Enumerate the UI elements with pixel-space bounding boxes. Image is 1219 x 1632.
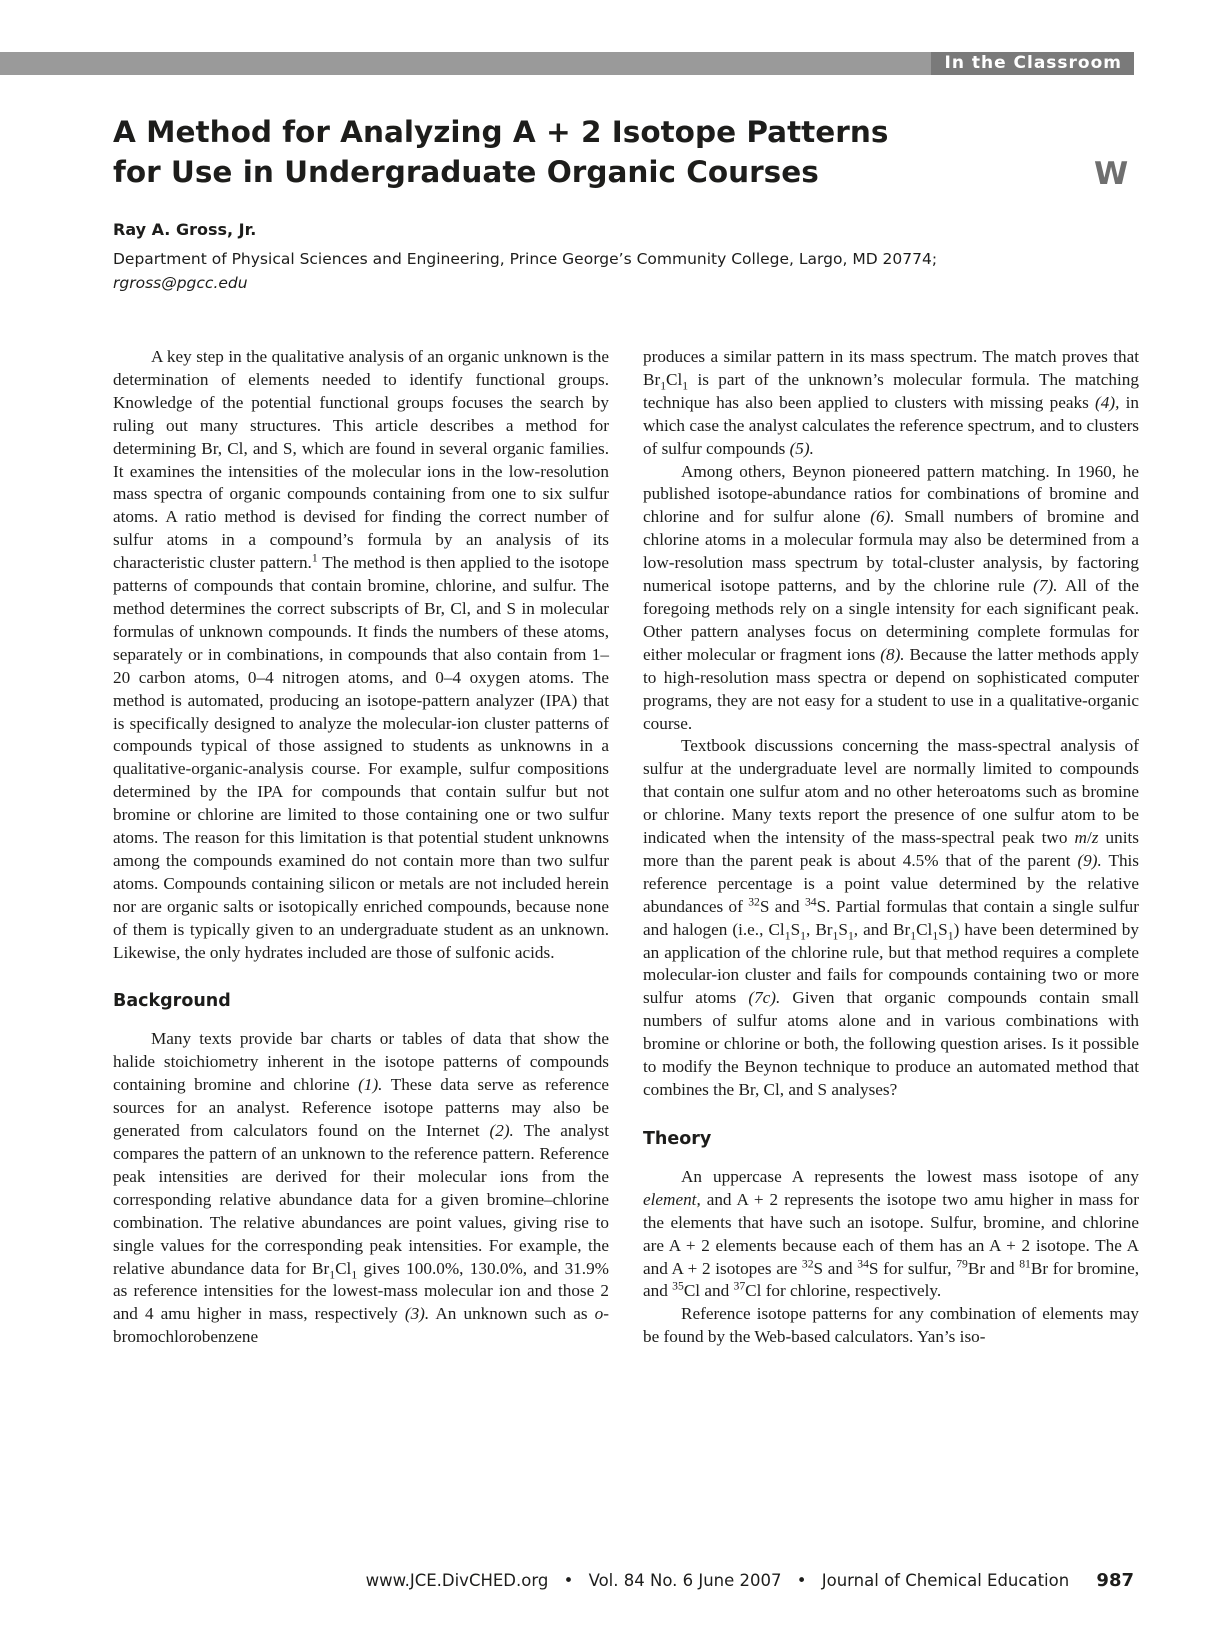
- article-title: [113, 112, 1013, 192]
- footer-issue: Vol. 84 No. 6 June 2007: [588, 1571, 782, 1590]
- footer-website: www.JCE.DivCHED.org: [365, 1571, 549, 1590]
- heading-theory: Theory: [643, 1128, 712, 1149]
- affiliation-text: Department of Physical Sciences and Engineering, Prince George’s Community College, Largo, MD 20774;: [113, 250, 938, 268]
- paragraph-intro: A key step in the qualitative analysis of an organic unknown is the determination of elements needed to identify functional groups. Knowledge of the potential functional groups focuses the search by ruling out many structures. This article describes a method for determining Br, Cl, and S, which are found in several organic families. It examines the intensities of the molecular ions in the low-resolution mass spectra of organic compounds containing from one to six sulfur atoms. A ratio method is devised for finding the correct number of sulfur atoms in a compound’s formula by an analysis of its characteristic cluster pattern.$^1$ The method is then applied to the isotope patterns of compounds that contain bromine, chlorine, and sulfur. The method determines the correct subscripts of Br, Cl, and S in molecular formulas of unknown compounds. It finds the numbers of these atoms, separately or in combinations, in compounds that also contain from 1–20 carbon atoms, 0–4 nitrogen atoms, and 0–4 oxygen atoms. The method is automated, producing an isotope-pattern analyzer (IPA) that is specifically designed to analyze the molecular-ion cluster patterns of compounds typical of those assigned to students as unknowns in a qualitative-organic-analysis course. For example, sulfur compositions determined by the IPA for compounds that contain sulfur but not bromine or chlorine are limited to those containing one or two sulfur atoms. The reason for this limitation is that potential student unknowns among the compounds examined do not contain more than two sulfur atoms. Compounds containing silicon or metals are not included herein nor are organic salts or isotopically enriched compounds, because none of them is typically given to an undergraduate student as an unknown. Likewise, the only hydrates included are those of sulfonic acids.: [113, 347, 610, 962]
- footnote-marker: 1: [311, 551, 318, 565]
- section-tag: In the Classroom: [931, 52, 1135, 75]
- title-line-1: A Method for Analyzing A + 2 Isotope Patterns: [113, 115, 889, 149]
- paragraph-theory: An uppercase A represents the lowest mass isotope of any element, and A + 2 represents the isotope two amu higher in mass for the elements that have such an isotope. Sulfur, bromine, and chlorine are A + 2 elements because each of them has an A + 2 isotope. The A and A + 2 isotopes are $^{32}$S and $^{34}$S for sulfur, $^{79}$Br and $^{81}$Br for bromine, and $^{35}$Cl and $^{37}$Cl for chlorine, respectively.: [643, 1166, 1139, 1301]
- paragraph-reference-patterns: Reference isotope patterns for any combination of elements may be found by the Web-based calculators. Yan’s iso-: [643, 1304, 1139, 1347]
- web-material-icon: W: [1094, 156, 1129, 192]
- footer-journal: Journal of Chemical Education: [821, 1571, 1070, 1590]
- page-number: 987: [1096, 1570, 1134, 1591]
- page-footer: [0, 1570, 1134, 1591]
- heading-background: Background: [113, 991, 231, 1012]
- title-line-2: for Use in Undergraduate Organic Courses: [113, 155, 819, 189]
- paragraph-background-cont: produces a similar pattern in its mass spectrum. The match proves that $Br_1Cl_1$ is part of the unknown’s molecular formula. The matching technique has also been applied to clusters with missing peaks (4), in which case the analyst calculates the reference spectrum, and to clusters of sulfur compounds (5).: [643, 347, 1139, 458]
- author-name: Ray A. Gross, Jr.: [113, 220, 257, 239]
- footer-bullet: •: [563, 1571, 574, 1590]
- author-affiliation: [113, 247, 1073, 295]
- paragraph-background: Many texts provide bar charts or tables of data that show the halide stoichiometry inherent in the isotope patterns of compounds containing bromine and chlorine (1). These data serve as reference sources for an analyst. Reference isotope patterns may also be generated from calculators found on the Internet (2). The analyst compares the pattern of an unknown to the reference pattern. Reference peak intensities are derived for their molecular ions from the corresponding relative abundance data for a given bromine–chlorine combination. The relative abundances are point values, giving rise to single values for the corresponding peak intensities. For example, the relative abundance data for $Br_1Cl_1$ gives 100.0%, 130.0%, and 31.9% as reference intensities for the lowest-mass molecular ion and those 2 and 4 amu higher in mass, respectively (3). An unknown such as o-bromochlorobenzene: [113, 1029, 610, 1347]
- column-left: [113, 346, 609, 1349]
- column-right: [643, 346, 1139, 1349]
- paragraph-textbook: Textbook discussions concerning the mass-spectral analysis of sulfur at the undergraduate level are normally limited to compounds that contain one sulfur atom and no other heteroatoms such as bromine or chlorine. Many texts report the presence of one sulfur atom to be indicated when the intensity of the mass-spectral peak two m/z units more than the parent peak is about 4.5% that of the parent (9). This reference percentage is a point value determined by the relative abundances of $^{32}$S and $^{34}$S. Partial formulas that contain a single sulfur and halogen (i.e., $Cl_1S_1$, $Br_1S_1$, and $Br_1Cl_1S_1$) have been determined by an application of the chlorine rule, but that method requires a complete molecular-ion cluster and fails for compounds containing two or more sulfur atoms (7c). Given that organic compounds contain small numbers of sulfur atoms alone and in various combinations with bromine or chlorine or both, the following question arises. Is it possible to modify the Beynon technique to produce an automated method that combines the Br, Cl, and S analyses?: [643, 736, 1140, 1099]
- author-email: rgross@pgcc.edu: [113, 274, 248, 292]
- header-bar: [0, 52, 1134, 75]
- paragraph-beynon: Among others, Beynon pioneered pattern matching. In 1960, he published isotope-abundance ratios for combinations of bromine and chlorine and for sulfur alone (6). Small numbers of bromine and chlorine atoms in a molecular formula may also be determined from a low-resolution mass spectrum by total-cluster analysis, by factoring numerical isotope patterns, and by the chlorine rule (7). All of the foregoing methods rely on a single intensity for each significant peak. Other pattern analyses focus on determining complete formulas for either molecular or fragment ions (8). Because the latter methods apply to high-resolution mass spectra or depend on sophisticated computer programs, they are not easy for a student to use in a qualitative-organic course.: [643, 461, 1139, 733]
- footer-bullet: •: [796, 1571, 807, 1590]
